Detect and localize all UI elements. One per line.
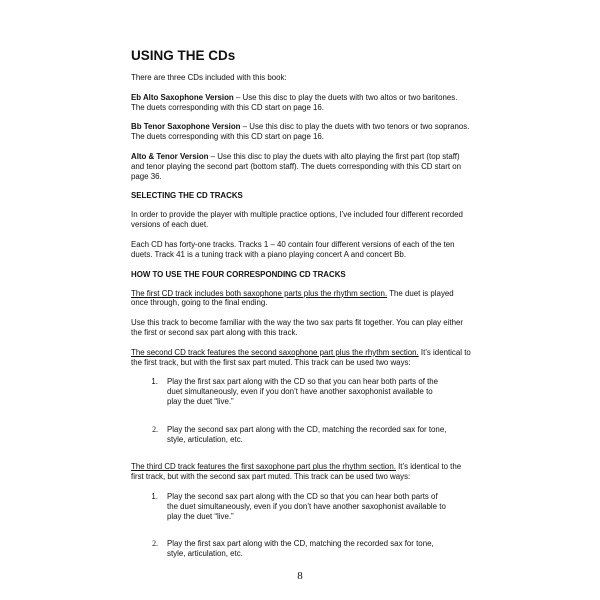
track2-paragraph (131, 348, 471, 368)
track3-lead: The third CD track features the first saxophone part plus the rhythm section. (131, 462, 396, 472)
track2-list (131, 377, 471, 444)
howto-heading: HOW TO USE THE FOUR CORRESPONDING CD TRACKS (131, 269, 346, 279)
list-number: 2. (152, 539, 158, 549)
cd-alto-tenor-label: Alto & Tenor Version (131, 151, 209, 161)
list-item (131, 492, 471, 521)
intro-paragraph: There are three CDs included with this book: (131, 73, 287, 82)
list-number: 2. (152, 424, 158, 434)
list-item (131, 425, 471, 445)
list-number: 1. (151, 491, 158, 501)
track1-rest: The duet is played once through, going to the final ending. (131, 288, 454, 308)
selecting-paragraph-2: Each CD has forty-one tracks. Tracks 1 – 40 contain four different versions of each of the ten duets. Track 41 is a tuning track with a piano playing concert A and concert Bb. (131, 239, 455, 259)
list-item (131, 377, 471, 406)
track1-paragraph-2: Use this track to become familiar with the way the two sax parts fit together. You can play either the first or second sax part along with this track. (131, 318, 464, 337)
track2-lead: The second CD track features the second saxophone part plus the rhythm section. (131, 347, 419, 357)
list-text: Play the first sax part along with the CD, matching the recorded sax for tone, style, articulation, etc. (167, 539, 434, 559)
track3-list (131, 492, 471, 559)
page-number: 8 (297, 570, 303, 582)
selecting-heading: SELECTING THE CD TRACKS (131, 191, 243, 201)
track2-rest: It’s identical to the first track, but with the first sax part muted. This track can be used two ways: (131, 347, 471, 367)
page-title: USING THE CDs (131, 48, 236, 63)
cd-alto-label: Eb Alto Saxophone Version (131, 92, 234, 102)
cd-alto-tenor-paragraph (131, 152, 471, 181)
list-item (131, 539, 471, 559)
list-text: Play the first sax part along with the CD so that you can hear both parts of the duet simultaneously, even if you don’t have another saxophonist available to play the duet “live.” (167, 377, 439, 406)
list-text: Play the second sax part along with the CD, matching the recorded sax for tone, style, articulation, etc. (167, 424, 447, 444)
list-text: Play the second sax part along with the CD so that you can hear both parts of the duet simultaneously, even if you don’t have another saxophonist available to play the duet “live.” (167, 491, 446, 521)
track1-paragraph (131, 289, 471, 309)
document-page (131, 40, 471, 580)
cd-tenor-paragraph (131, 122, 471, 142)
cd-alto-paragraph (131, 93, 471, 113)
cd-alto-text: – Use this disc to play the duets with two altos or two baritones. The duets corresponding with this CD start on page 16. (131, 92, 458, 112)
cd-tenor-label: Bb Tenor Saxophone Version (131, 122, 241, 132)
track3-rest: It’s identical to the first track, but with the second sax part muted. This track can be used two ways: (131, 462, 462, 482)
track3-paragraph (131, 462, 471, 482)
cd-tenor-text: – Use this disc to play the duets with two tenors or two sopranos. The duets corresponding with this CD start on page 16. (131, 122, 470, 142)
list-number: 1. (151, 377, 158, 387)
track1-lead: The first CD track includes both saxophone parts plus the rhythm section. (131, 288, 388, 298)
selecting-paragraph-1: In order to provide the player with multiple practice options, I’ve included four different recorded versions of each duet. (131, 210, 463, 230)
cd-alto-tenor-text: – Use this disc to play the duets with alto playing the first part (top staff) and tenor playing the second part (bottom staff). The duets corresponding with this CD start on page 36. (131, 151, 461, 181)
